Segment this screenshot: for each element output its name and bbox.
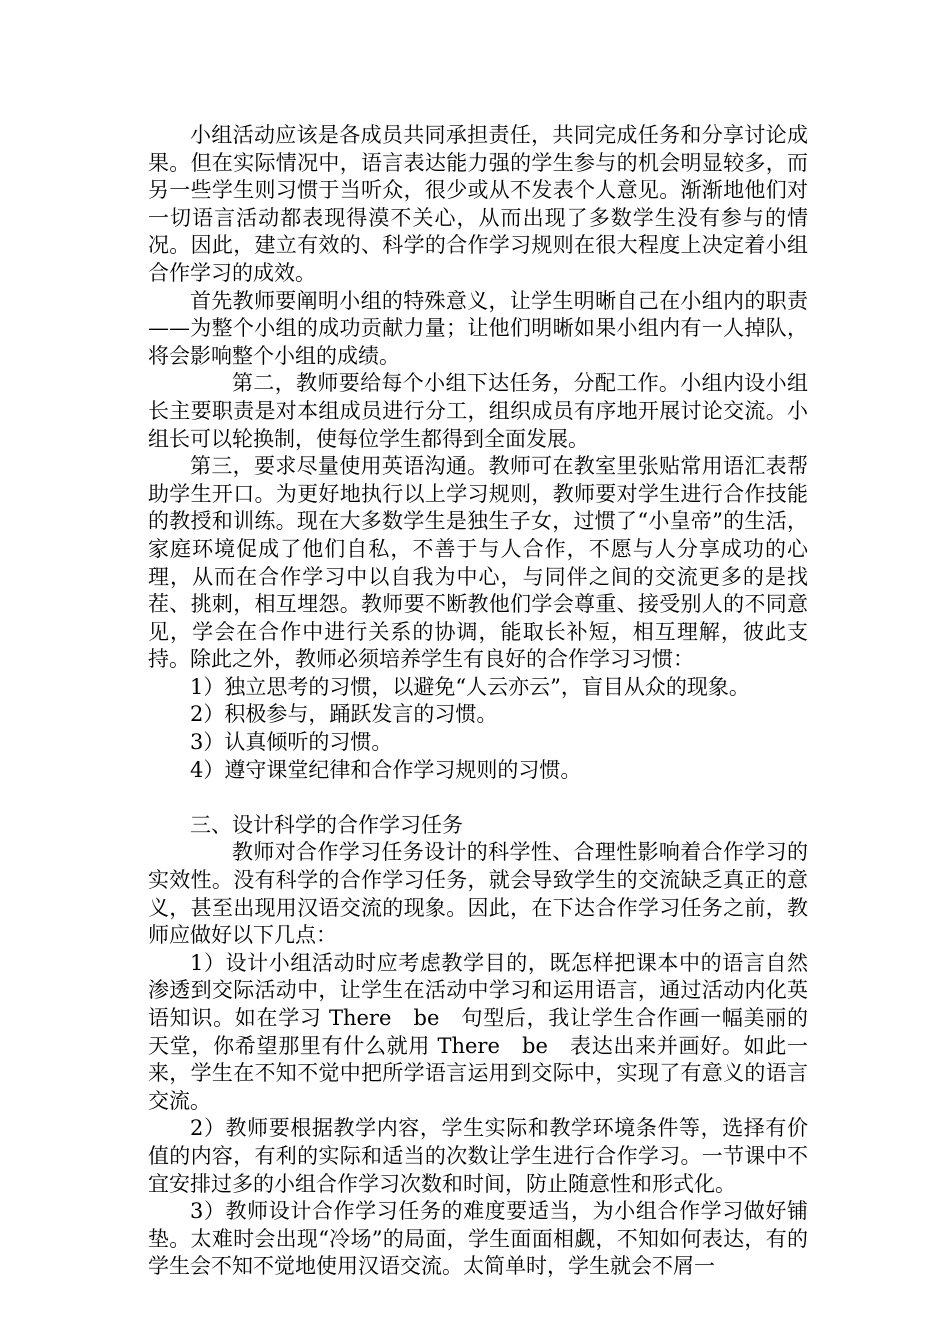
habit-list-item: 4）遵守课堂纪律和合作学习规则的习惯。 bbox=[190, 757, 582, 782]
paragraph-third-point: 第三，要求尽量使用英语沟通。教师可在教室里张贴常用语汇表帮助学生开口。为更好地执行以上学习规则，教师要对学生进行合作技能的教授和训练。现在大多数学生是独生子女，过惯了“小皇帝”的生活，家庭环境促成了他们自私，不善于与人合作，不愿与人分享成功的心理，从而在合作学习中以自我为中心，与同伴之间的交流更多的是找茬、挑刺，相互埋怨。教师要不断教他们学会尊重、接受别人的不同意见，学会在合作中进行关系的协调，能取长补短，相互理解，彼此支持。除此之外，教师必须培养学生有良好的合作学习习惯： bbox=[148, 454, 808, 672]
section-heading: 三、设计科学的合作学习任务 bbox=[190, 812, 463, 837]
paragraph-group-responsibility: 小组活动应该是各成员共同承担责任，共同完成任务和分享讨论成果。但在实际情况中，语言表达能力强的学生参与的机会明显较多，而另一些学生则习惯于当听众，很少或从不发表个人意见。渐渐地他们对一切语言活动都表现得漠不关心，从而出现了多数学生没有参与的情况。因此，建立有效的、科学的合作学习规则在很大程度上决定着小组合作学习的成效。 bbox=[148, 123, 808, 285]
paragraph-first-point: 首先教师要阐明小组的特殊意义，让学生明晰自己在小组内的职责——为整个小组的成功贡献力量；让他们明晰如果小组内有一人掉队，将会影响整个小组的成绩。 bbox=[148, 288, 808, 368]
paragraph-task-point-2: 2）教师要根据教学内容，学生实际和教学环境条件等，选择有价值的内容，有利的实际和适当的次数让学生进行合作学习。一节课中不宜安排过多的小组合作学习次数和时间，防止随意性和形式化。 bbox=[148, 1116, 808, 1196]
habit-list-item: 3）认真倾听的习惯。 bbox=[190, 730, 393, 755]
paragraph-task-design-intro: 教师对合作学习任务设计的科学性、合理性影响着合作学习的实效性。没有科学的合作学习任务，就会导致学生的交流缺乏真正的意义，甚至出现用汉语交流的现象。因此，在下达合作学习任务之前，教师应做好以下几点： bbox=[148, 840, 808, 948]
document-page bbox=[148, 122, 808, 1281]
paragraph-task-point-1: 1）设计小组活动时应考虑教学目的，既怎样把课本中的语言自然渗透到交际活动中，让学生在活动中学习和运用语言，通过活动内化英语知识。如在学习 There be 句型后，我让学生合作画一幅美丽的天堂，你希望那里有什么就用 There be 表达出来并画好。如此一来，学生在不知不觉中把所学语言运用到交际中，实现了有意义的语言交流。 bbox=[148, 950, 808, 1113]
paragraph-second-point: 第二，教师要给每个小组下达任务，分配工作。小组内设小组长主要职责是对本组成员进行分工，组织成员有序地开展讨论交流。小组长可以轮换制，使每位学生都得到全面发展。 bbox=[148, 371, 808, 451]
habit-list-item: 1）独立思考的习惯，以避免“人云亦云”，盲目从众的现象。 bbox=[190, 674, 750, 699]
paragraph-task-point-3: 3）教师设计合作学习任务的难度要适当，为小组合作学习做好铺垫。太难时会出现“冷场”的局面，学生面面相觑，不知如何表达，有的学生会不知不觉地使用汉语交流。太简单时，学生就会不屑一 bbox=[148, 1199, 808, 1279]
blank-line bbox=[148, 784, 808, 812]
habit-list-item: 2）积极参与，踊跃发言的习惯。 bbox=[190, 702, 498, 727]
